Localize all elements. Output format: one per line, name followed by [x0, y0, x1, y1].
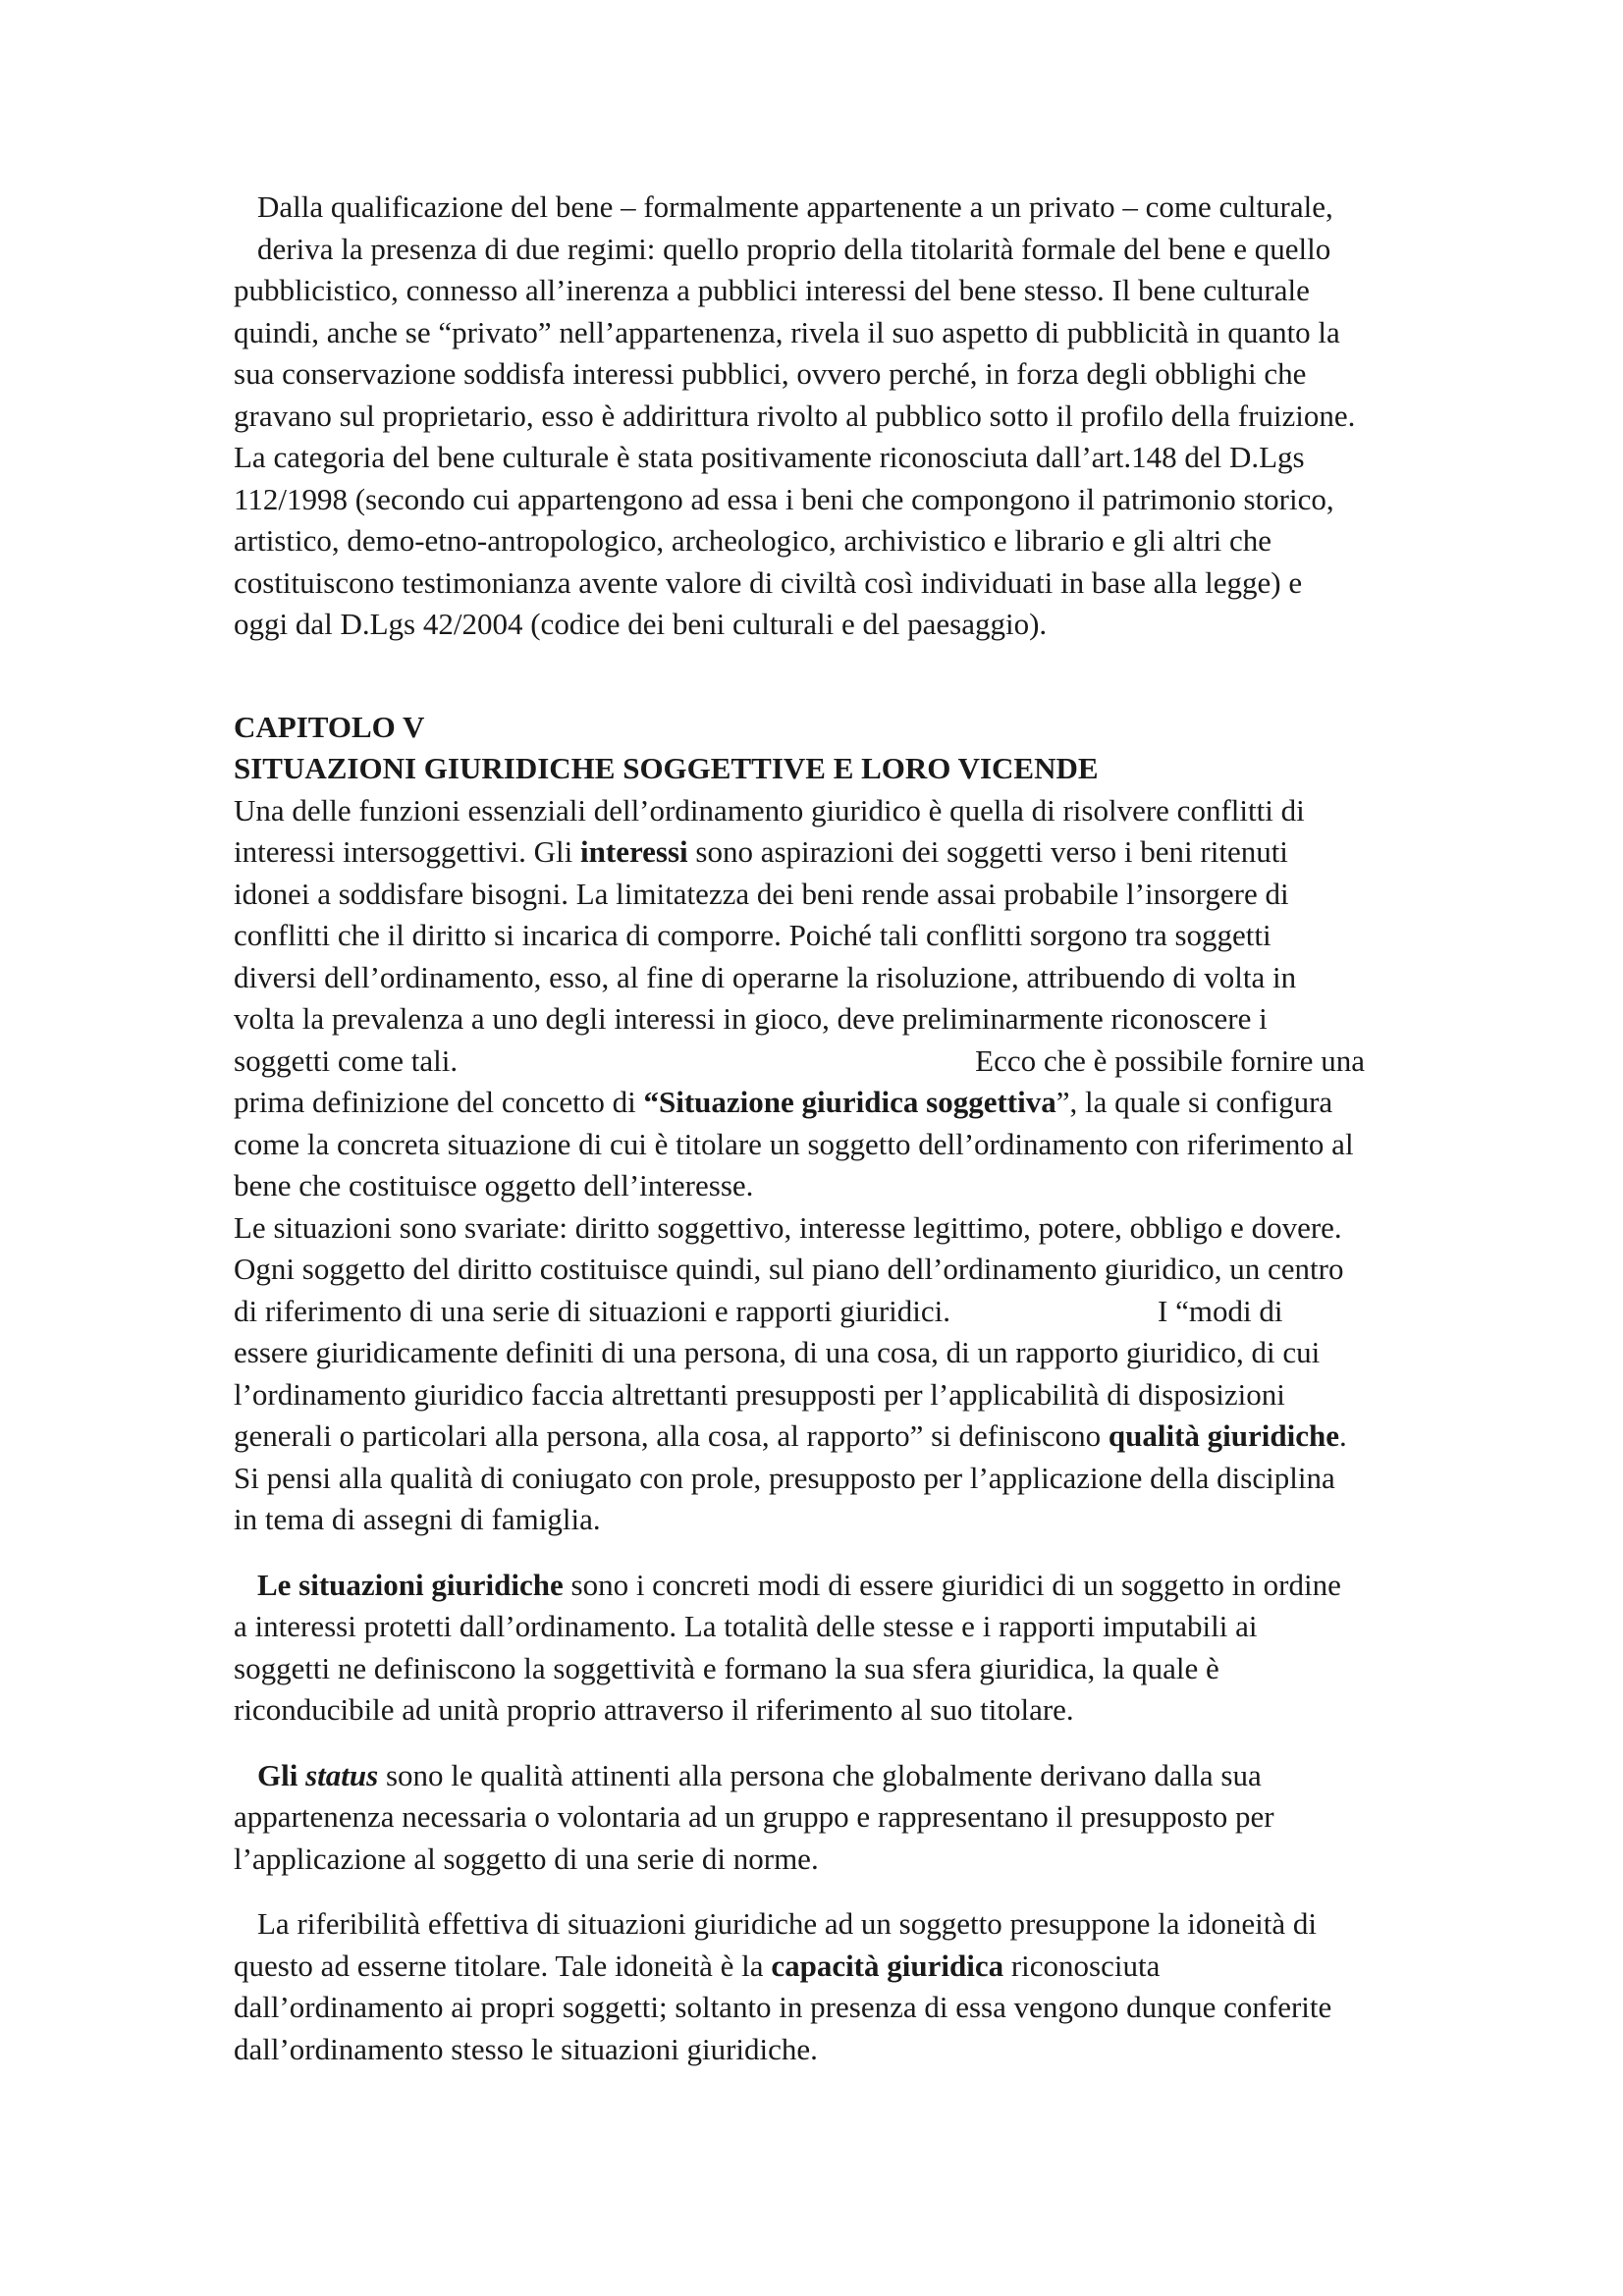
bold-term: interessi	[580, 834, 688, 869]
text-line: l’applicazione al soggetto di una serie di norme.	[234, 1841, 819, 1876]
text-span: prima definizione del concetto di	[234, 1085, 644, 1119]
bold-term: “Situazione giuridica soggettiva	[643, 1085, 1056, 1119]
text-line: a interessi protetti dall’ordinamento. La totalità delle stesse e i rapporti imputabili ai	[234, 1609, 1258, 1643]
text-span: questo ad esserne titolare. Tale idoneità è la	[234, 1948, 772, 1983]
bold-term: qualità giuridiche	[1108, 1418, 1340, 1453]
section-interessi	[234, 790, 1412, 1541]
text-line: pubblicistico, connesso all’inerenza a pubblici interessi del bene stesso. Il bene culturale	[234, 273, 1310, 307]
text-line: in tema di assegni di famiglia.	[234, 1502, 601, 1536]
text-span: generali o particolari alla persona, alla cosa, al rapporto” si definiscono	[234, 1418, 1109, 1453]
text-line: Si pensi alla qualità di coniugato con prole, presupposto per l’applicazione della disciplina	[234, 1460, 1335, 1495]
bold-term: Le situazioni giuridiche	[257, 1567, 564, 1602]
text-line: La riferibilità effettiva di situazioni giuridiche ad un soggetto presuppone la idoneità di	[257, 1906, 1317, 1941]
text-line	[234, 1041, 1412, 1083]
text-line: dall’ordinamento ai propri soggetti; soltanto in presenza di essa vengono dunque conferite	[234, 1990, 1332, 2024]
text-line: appartenenza necessaria o volontaria ad un gruppo e rappresentano il presupposto per	[234, 1799, 1274, 1834]
text-span: sono i concreti modi di essere giuridici di un soggetto in ordine	[563, 1567, 1341, 1602]
text-span: .	[1339, 1418, 1347, 1453]
text-span: ”, la quale si configura	[1055, 1085, 1333, 1119]
section-capacita	[234, 1903, 1412, 2070]
chapter-number: CAPITOLO V	[234, 709, 425, 744]
text-line	[234, 1946, 1412, 1988]
text-line: l’ordinamento giuridico faccia altrettanti presupposti per l’applicabilità di disposizioni	[234, 1376, 1285, 1412]
text-line: Una delle funzioni essenziali dell’ordinamento giuridico è quella di risolvere conflitti di	[234, 792, 1305, 828]
text-line	[234, 1291, 1412, 1333]
text-span: Ecco che è possibile fornire una	[975, 1042, 1365, 1078]
text-line: diversi dell’ordinamento, esso, al fine di operarne la risoluzione, attribuendo di volta in	[234, 959, 1297, 994]
bold-term: Gli	[257, 1757, 306, 1792]
chapter-title: SITUAZIONI GIURIDICHE SOGGETTIVE E LORO VICENDE	[234, 751, 1099, 785]
text-line: La categoria del bene culturale è stata positivamente riconosciuta dall’art.148 del D.Lgs	[234, 440, 1305, 474]
text-span: riconosciuta	[1003, 1948, 1161, 1983]
text-line: conflitti che il diritto si incarica di comporre. Poiché tali conflitti sorgono tra soggetti	[234, 918, 1271, 952]
text-line: sua conservazione soddisfa interessi pubblici, ovvero perché, in forza degli obblighi che	[234, 356, 1307, 391]
text-line: Le situazioni sono svariate: diritto soggettivo, interesse legittimo, potere, obbligo e dovere.	[234, 1209, 1342, 1245]
section-status	[234, 1755, 1412, 1881]
text-span: I “modi di	[1158, 1293, 1283, 1328]
text-line: dall’ordinamento stesso le situazioni giuridiche.	[234, 2031, 818, 2066]
text-span: di riferimento di una serie di situazioni e rapporti giuridici.	[234, 1293, 951, 1328]
text-line: riconducibile ad unità proprio attraverso il riferimento al suo titolare.	[234, 1692, 1074, 1727]
text-line: soggetti ne definiscono la soggettività e formano la sua sfera giuridica, la quale è	[234, 1650, 1219, 1685]
text-line: artistico, demo-etno-antropologico, archeologico, archivistico e librario e gli altri che	[234, 523, 1272, 558]
text-span: interessi intersoggettivi. Gli	[234, 834, 581, 869]
text-line: 112/1998 (secondo cui appartengono ad essa i beni che compongono il patrimonio storico,	[234, 481, 1334, 516]
text-span: soggetti come tali.	[234, 1042, 459, 1078]
text-line	[234, 1082, 1412, 1124]
bold-term: capacità giuridica	[771, 1948, 1004, 1983]
document-page	[234, 187, 1412, 2070]
text-line	[234, 1755, 1412, 1797]
text-line: deriva la presenza di due regimi: quello proprio della titolarità formale del bene e quello	[257, 231, 1331, 266]
text-line	[234, 1565, 1412, 1607]
bold-italic-term: status	[305, 1757, 379, 1792]
text-line: idonei a soddisfare bisogni. La limitatezza dei beni rende assai probabile l’insorgere di	[234, 876, 1289, 911]
text-line: come la concreta situazione di cui è titolare un soggetto dell’ordinamento con riferimento al	[234, 1126, 1354, 1161]
text-line: volta la prevalenza a uno degli interessi in gioco, deve preliminarmente riconoscere i	[234, 1001, 1268, 1036]
text-span: sono aspirazioni dei soggetti verso i beni ritenuti	[687, 834, 1288, 869]
text-span: sono le qualità attinenti alla persona che globalmente derivano dalla sua	[378, 1757, 1262, 1792]
chapter-heading	[234, 707, 1412, 790]
text-line: Dalla qualificazione del bene – formalmente appartenente a un privato – come culturale,	[257, 189, 1333, 224]
intro-paragraph	[234, 187, 1412, 646]
text-line: bene che costituisce oggetto dell’interesse.	[234, 1168, 754, 1202]
text-line: essere giuridicamente definiti di una persona, di una cosa, di un rapporto giuridico, di cui	[234, 1335, 1321, 1369]
text-line	[234, 1415, 1412, 1458]
text-line: quindi, anche se “privato” nell’appartenenza, rivela il suo aspetto di pubblicità in quanto la	[234, 314, 1340, 349]
text-line: oggi dal D.Lgs 42/2004 (codice dei beni culturali e del paesaggio).	[234, 607, 1048, 641]
text-line	[234, 831, 1412, 874]
text-line: gravano sul proprietario, esso è addirittura rivolto al pubblico sotto il profilo della fruizione.	[234, 398, 1356, 433]
text-line: Ogni soggetto del diritto costituisce quindi, sul piano dell’ordinamento giuridico, un centro	[234, 1252, 1344, 1286]
text-line: costituiscono testimonianza avente valore di civiltà così individuati in base alla legge) e	[234, 564, 1303, 600]
section-situazioni	[234, 1565, 1412, 1732]
